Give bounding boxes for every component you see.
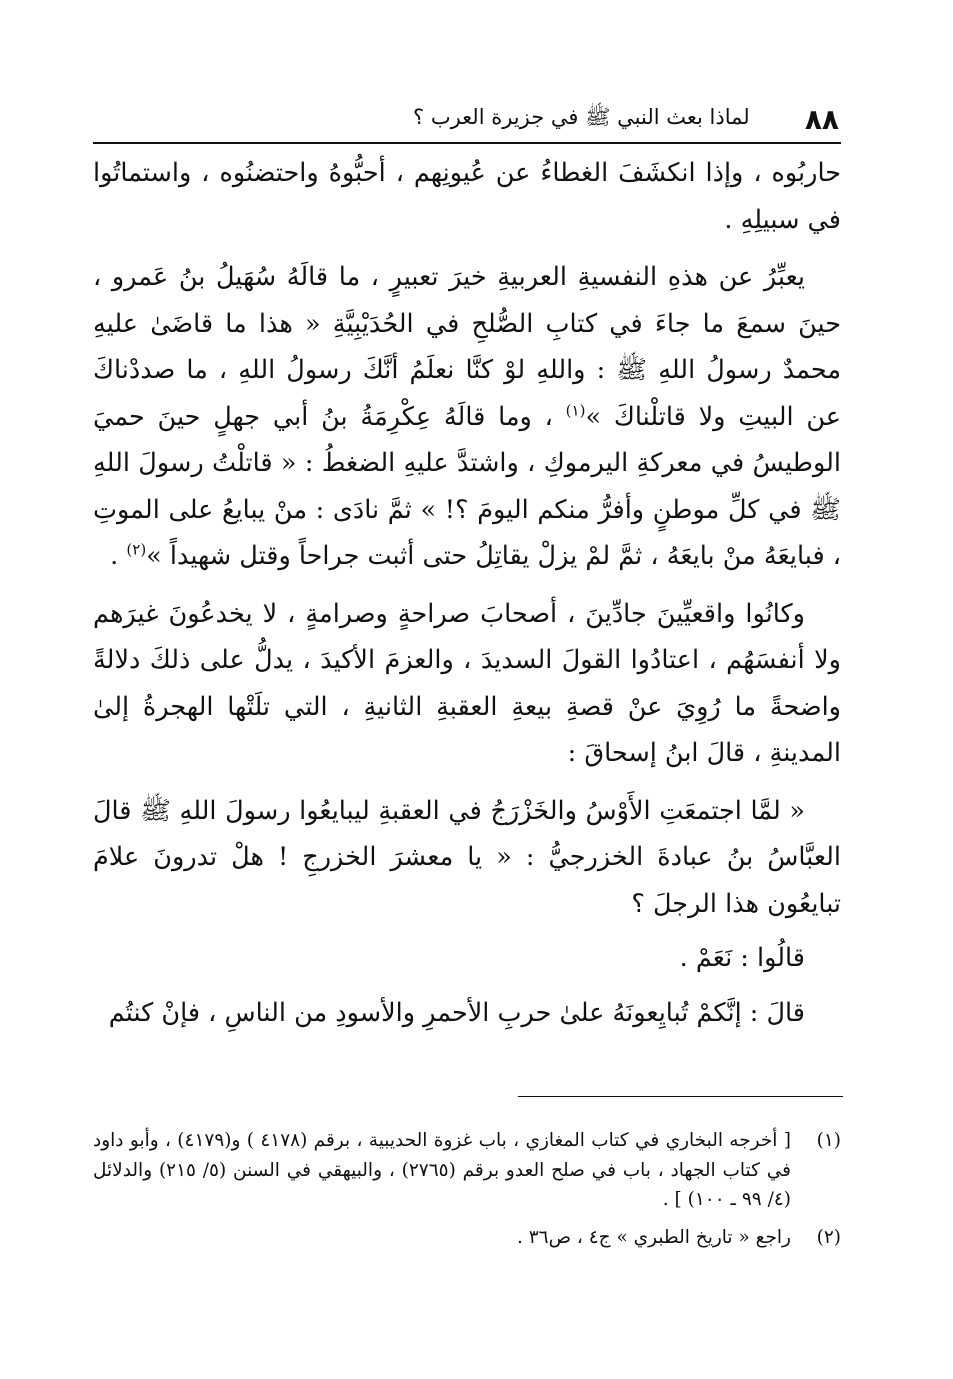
footnotes <box>93 1126 841 1260</box>
paragraph-2-text: يعبِّرُ عن هذهِ النفسيةِ العربيةِ خيرَ تعبيرٍ ، ما قالَهُ سُهَيلُ بنُ عَمرو ، حينَ سمعَ ما جاءَ في كتابِ الصُّلحِ في الحُدَيْبِيَّةِ « هذا ما قاضَىٰ عليهِ محمدٌ رسولُ اللهِ ﷺ : واللهِ لوْ كنَّا نعلَمُ أنَّكَ رسولُ اللهِ ، ما صددْناكَ عن البيتِ ولا قاتلْناكَ » <box>93 262 841 432</box>
page-header <box>93 96 841 144</box>
paragraph-4-quote: « لمَّا اجتمعَتِ الأَوْسُ والخَزْرَجُ في العقبةِ ليبايعُوا رسولَ اللهِ ﷺ قالَ العبَّاسُ بنُ عبادةَ الخزرجيُّ : « يا معشرَ الخزرجِ ! هلْ تدرونَ علامَ تبايعُون هذا الرجلَ ؟ <box>93 795 841 919</box>
paragraph-3: وكانُوا واقعيِّينَ جادِّينَ ، أصحابَ صراحةٍ وصرامةٍ ، لا يخدعُونَ غيرَهم ولا أنفسَهُم ، اعتادُوا القولَ السديدَ ، والعزمَ الأكيدَ ، يدلُّ على ذلكَ دلالةً واضحةً ما رُوِيَ عنْ قصةِ بيعةِ العقبةِ الثانيةِ ، التي تلَتْها الهجرةُ إلىٰ المدينةِ ، قالَ ابنُ إسحاقَ : <box>93 598 841 768</box>
footnote-number: (٢) <box>816 1226 841 1248</box>
footnote-text: راجع « تاريخ الطبري » ج٤ ، ص٣٦ . <box>516 1226 791 1248</box>
footnote-2 <box>93 1223 841 1253</box>
footnote-ref-2[interactable]: (٢) <box>126 540 147 559</box>
paragraph-2-middle: ، وما قالَهُ عِكْرِمَةُ بنُ أبي جهلٍ حينَ حميَ الوطيسُ في معركةِ اليرموكِ ، واشتدَّ عليهِ الضغطُ : « قاتلْتُ رسولَ اللهِ ﷺ في كلِّ موطنٍ وأفرُّ منكم اليومَ ؟! » ثمَّ نادَى : منْ يبايعُ على الموتِ ، فبايعَهُ منْ بايعَهُ ، ثمَّ لمْ يزلْ يقاتِلُ حتى أثبت جراحاً وقتل شهيداً » <box>93 401 841 571</box>
paragraph-5: قالُوا : نَعَمْ . <box>679 943 805 973</box>
page-number: ٨٨ <box>804 102 839 136</box>
footnote-text: [ أخرجه البخاري في كتاب المغازي ، باب غزوة الحديبية ، برقم (٤١٧٨ ) و(٤١٧٩) ، وأبو داود في كتاب الجهاد ، باب في صلح العدو برقم (٢٧٦٥) ، والبيهقي في السنن (٥/ ٢١٥) والدلائل (٤/ ٩٩ ـ ١٠٠) ] . <box>93 1130 791 1210</box>
footnote-ref-1[interactable]: (١) <box>565 401 586 419</box>
paragraph-2 <box>93 254 841 580</box>
paragraph-2-end: . <box>110 541 127 571</box>
running-title: لماذا بعث النبي ﷺ في جزيرة العرب ؟ <box>413 104 750 129</box>
footnote-divider <box>518 1096 843 1097</box>
paragraph-6: قالَ : إنَّكمْ تُبايِعونَهُ علىٰ حربِ الأحمرِ والأسودِ من الناسِ ، فإنْ كنتُم <box>108 997 805 1028</box>
footnote-1 <box>93 1126 841 1215</box>
paragraph-1: حاربُوه ، وإذا انكشَفَ الغطاءُ عن عُيونِهم ، أحبُّوهُ واحتضنُوه ، واستماتُوا في سبيلِهِ . <box>93 158 841 235</box>
main-text <box>93 150 841 1036</box>
footnote-number: (١) <box>816 1130 841 1151</box>
